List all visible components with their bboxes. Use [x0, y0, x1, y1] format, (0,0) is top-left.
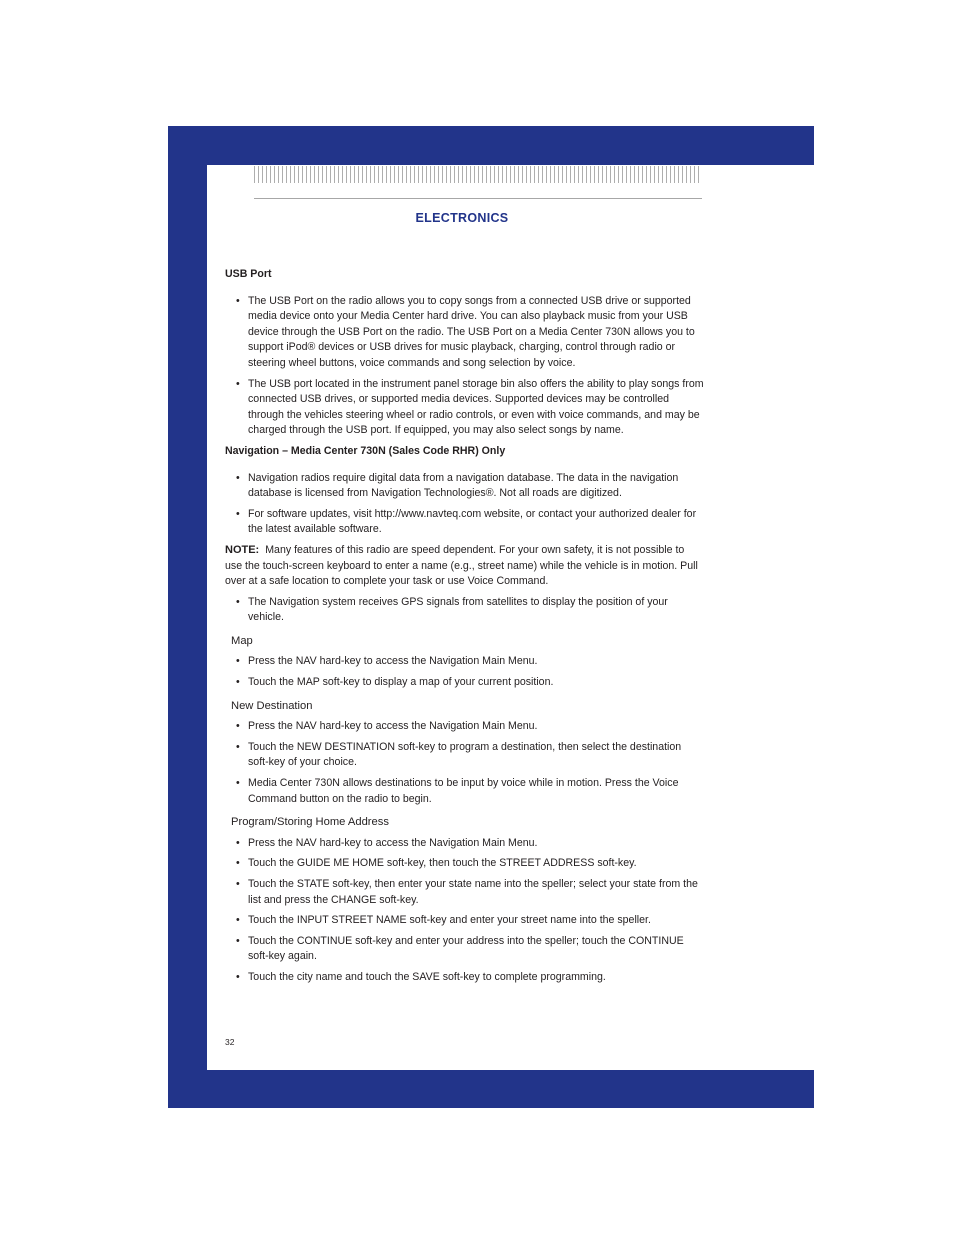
new-destination-heading: New Destination — [231, 699, 313, 712]
bullet-icon: • — [236, 655, 240, 668]
bullet-icon: • — [236, 740, 240, 753]
list-item: • The USB port located in the instrument panel storage bin also offers the ability to play songs from connected USB drives, or supported media devices. Supported devices may be controlled through the vehicles steering wheel or radio controls, or even with voice commands, and may be charged through the USB port. If equipped, you may also select songs by name. — [236, 377, 704, 437]
bullet-icon: • — [236, 294, 240, 307]
header-rule — [254, 198, 702, 199]
list-item: • Touch the GUIDE ME HOME soft-key, then touch the STREET ADDRESS soft-key. — [225, 856, 704, 872]
list-item: • Press the NAV hard-key to access the Navigation Main Menu. — [225, 836, 704, 852]
new-destination-bullets — [225, 719, 704, 807]
page-number: 32 — [225, 1037, 235, 1047]
bullet-icon: • — [236, 836, 240, 849]
bullet-icon: • — [236, 878, 240, 890]
bullet-icon: • — [236, 934, 240, 947]
list-item: • Touch the INPUT STREET NAME soft-key and enter your street name into the speller. — [225, 913, 704, 929]
usb-heading: USB Port — [225, 268, 272, 280]
bullet-icon: • — [236, 595, 240, 608]
list-item: • Press the NAV hard-key to access the Navigation Main Menu. — [225, 654, 704, 670]
list-item: • Media Center 730N allows destinations to be input by voice while in motion. Press the Voice Command button on the radio to begin. — [236, 777, 679, 805]
bullet-icon: • — [236, 471, 240, 484]
bullet-icon: • — [236, 676, 240, 689]
bullet-icon: • — [236, 777, 240, 790]
list-item: • Press the NAV hard-key to access the Navigation Main Menu. — [225, 719, 704, 735]
list-item: • Navigation radios require digital data from a navigation database. The data in the navigation database is licensed from Navigation Technologies®. Not all roads are digitized. — [236, 471, 679, 500]
map-bullets — [225, 654, 704, 690]
list-item: • Touch the CONTINUE soft-key and enter your address into the speller; touch the CONTINUE soft-key again. — [236, 934, 684, 963]
list-item: • For software updates, visit http://www.navteq.com website, or contact your authorized dealer for the latest available software. — [236, 507, 697, 536]
bullet-icon: • — [236, 857, 240, 870]
section-title: ELECTRONICS — [415, 211, 509, 225]
list-item: • Touch the STATE soft-key, then enter your state name into the speller; select your state from the list and press the CHANGE soft-key. — [236, 878, 698, 906]
list-item: • Touch the MAP soft-key to display a map of your current position. — [225, 675, 704, 691]
home-address-heading: Program/Storing Home Address — [231, 816, 389, 829]
document-content — [225, 267, 704, 991]
list-item: • Touch the city name and touch the SAVE soft-key to complete programming. — [225, 970, 704, 986]
usb-bullets — [225, 294, 704, 439]
bullet-icon: • — [236, 914, 240, 927]
list-item: • The Navigation system receives GPS signals from satellites to display the position of your vehicle. — [236, 595, 668, 624]
list-item: • The USB Port on the radio allows you to copy songs from a connected USB drive or supported media device onto your Media Center hard drive. You can also playback music from your USB device through the USB Port on the radio. The USB Port on a Media Center 730N allows you to support iPod® devices or USB drives for music playback, charging, control through radio or steering wheel buttons, voice commands and song selection by voice. — [236, 294, 695, 369]
list-item: • Touch the NEW DESTINATION soft-key to program a destination, then select the destination soft-key of your choice. — [236, 740, 682, 769]
nav-bullets — [225, 471, 704, 538]
bullet-icon: • — [236, 720, 240, 733]
nav-heading: Navigation – Media Center 730N (Sales Code RHR) Only — [225, 444, 506, 457]
bullet-icon: • — [236, 377, 240, 390]
map-heading: Map — [231, 634, 253, 647]
home-address-bullets — [225, 836, 704, 986]
note-text: Many features of this radio are speed dependent. For your own safety, it is not possible to use the touch-screen keyboard to enter a name (e.g., street name) while the vehicle is in motion. Pull over at a safe location to complete your task or use Voice Command. — [225, 543, 698, 588]
bullet-icon: • — [236, 970, 240, 983]
note-label: NOTE: — [225, 543, 260, 556]
bullet-icon: • — [236, 507, 240, 520]
nav-after-note-bullets — [225, 595, 704, 626]
note-paragraph — [225, 543, 704, 590]
header-tick-bar — [254, 166, 702, 183]
